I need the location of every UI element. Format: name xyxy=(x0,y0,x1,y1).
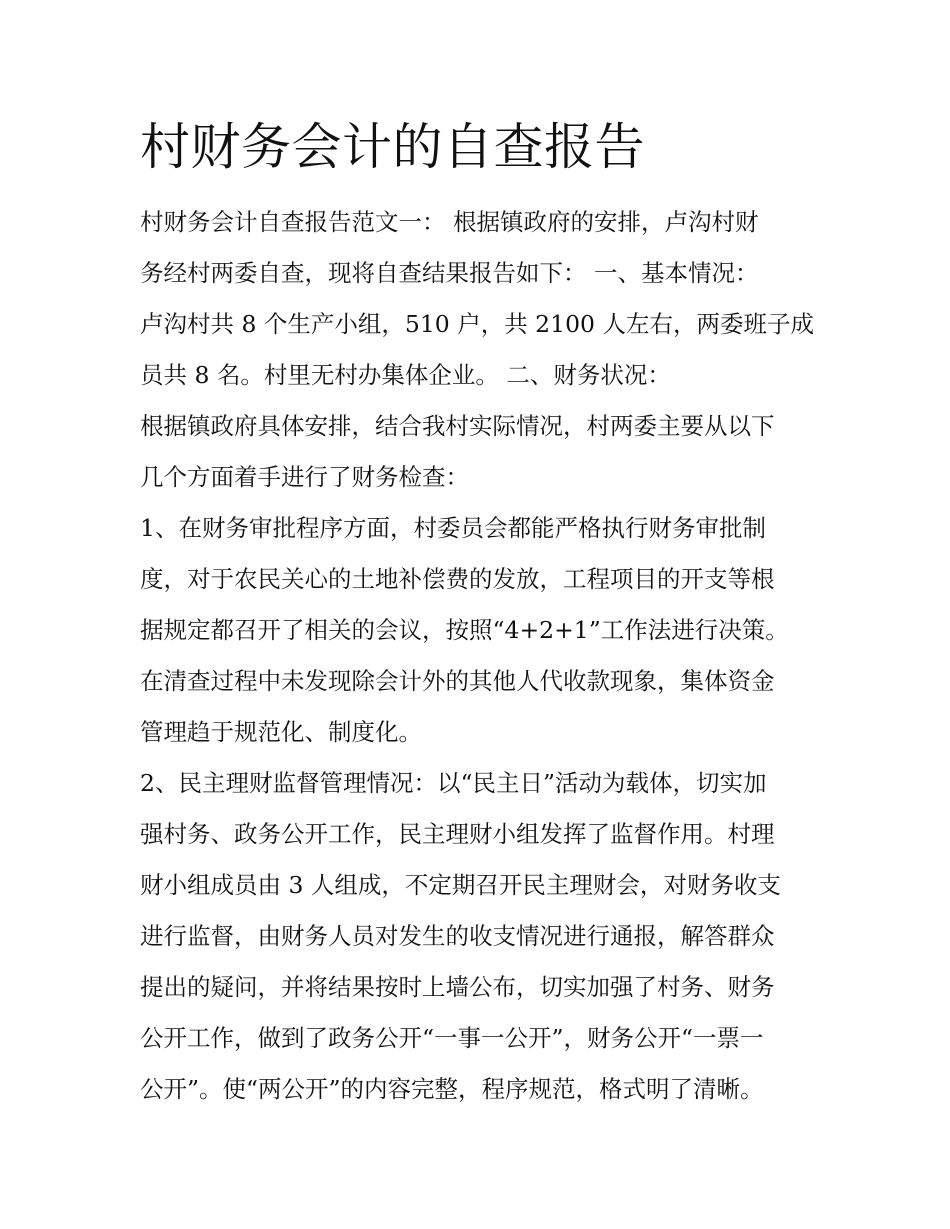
body-line: 2、民主理财监督管理情况：以“民主日”活动为载体，切实加 xyxy=(140,769,767,797)
body-line: 进行监督，由财务人员对发生的收支情况进行通报，解答群众 xyxy=(140,922,775,950)
body-line: 管理趋于规范化、制度化。 xyxy=(140,718,422,746)
body-line: 几个方面着手进行了财务检查： xyxy=(140,463,469,491)
body-line: 在清查过程中未发现除会计外的其他人代收款现象，集体资金 xyxy=(140,667,775,695)
document-body xyxy=(140,202,820,1120)
body-line: 度，对于农民关心的土地补偿费的发放，工程项目的开支等根 xyxy=(140,565,775,593)
body-line: 卢沟村共 8 个生产小组，510 户，共 2100 人左右，两委班子成 xyxy=(140,310,814,338)
body-line: 财小组成员由 3 人组成，不定期召开民主理财会，对财务收支 xyxy=(140,871,781,899)
body-line: 公开工作，做到了政务公开“一事一公开”，财务公开“一票一 xyxy=(140,1024,764,1052)
body-line: 提出的疑问，并将结果按时上墙公布，切实加强了村务、财务 xyxy=(140,973,775,1001)
body-line: 据规定都召开了相关的会议，按照“4+2+1”工作法进行决策。 xyxy=(140,616,789,644)
body-line: 务经村两委自查，现将自查结果报告如下： 一、基本情况： xyxy=(140,259,759,287)
body-line: 根据镇政府具体安排，结合我村实际情况，村两委主要从以下 xyxy=(140,412,775,440)
body-line: 员共 8 名。村里无村办集体企业。 二、财务状况： xyxy=(140,361,671,389)
body-line: 1、在财务审批程序方面，村委员会都能严格执行财务审批制 xyxy=(140,514,766,542)
body-line: 村财务会计自查报告范文一： 根据镇政府的安排，卢沟村财 xyxy=(140,208,759,236)
document-title: 村财务会计的自查报告 xyxy=(140,118,645,176)
body-line: 强村务、政务公开工作，民主理财小组发挥了监督作用。村理 xyxy=(140,820,775,848)
body-line: 公开”。使“两公开”的内容完整，程序规范，格式明了清晰。 xyxy=(140,1075,764,1103)
